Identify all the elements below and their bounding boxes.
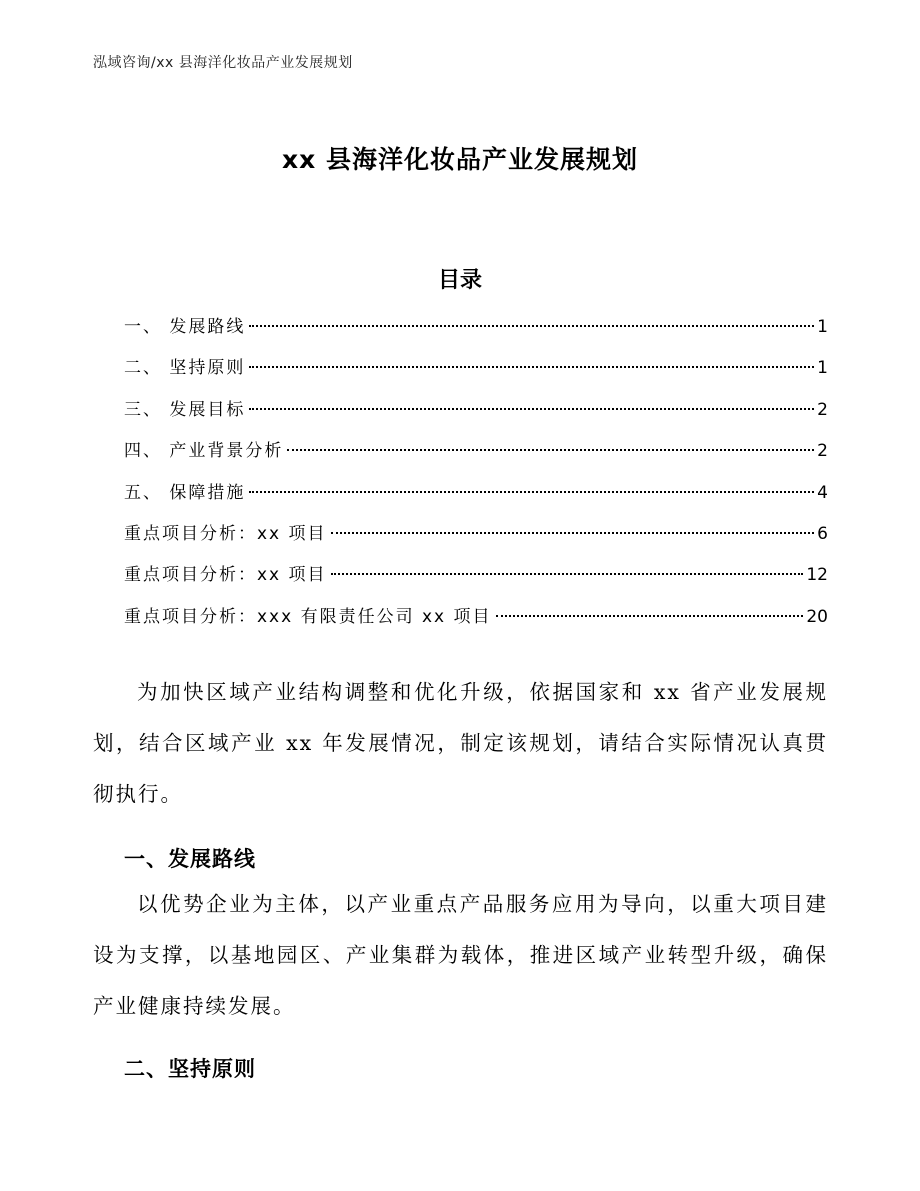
running-header: 泓域咨询/xx 县海洋化妆品产业发展规划 bbox=[93, 55, 353, 71]
toc-entry-label: 一、 发展路线 bbox=[124, 317, 246, 337]
toc-dot-leader bbox=[287, 449, 814, 451]
toc-dot-leader bbox=[249, 325, 814, 327]
toc-entry-label: 二、 坚持原则 bbox=[124, 358, 246, 379]
section-heading-principles: 二、坚持原则 bbox=[124, 1057, 256, 1081]
toc-page-number: 12 bbox=[806, 565, 828, 586]
section-heading-development-route: 一、发展路线 bbox=[124, 847, 256, 871]
toc-entry-label: 重点项目分析：xx 项目 bbox=[124, 523, 327, 544]
toc-page-number: 4 bbox=[817, 482, 828, 503]
toc-page-number: 20 bbox=[806, 606, 828, 627]
toc-entry-key-project-1[interactable] bbox=[124, 519, 828, 560]
document-title: xx 县海洋化妆品产业发展规划 bbox=[282, 145, 638, 174]
table-of-contents bbox=[124, 312, 828, 643]
toc-entry-label: 重点项目分析：xx 项目 bbox=[124, 565, 327, 586]
toc-dot-leader bbox=[249, 366, 814, 368]
toc-page-number: 1 bbox=[817, 358, 828, 379]
toc-entry-safeguards[interactable] bbox=[124, 478, 828, 519]
toc-entry-goals[interactable] bbox=[124, 395, 828, 436]
toc-page-number: 2 bbox=[817, 441, 828, 462]
toc-dot-leader bbox=[249, 491, 814, 493]
intro-paragraph: 为加快区域产业结构调整和优化升级，依据国家和 xx 省产业发展规划，结合区域产业 xx 年发展情况，制定该规划，请结合实际情况认真贯彻执行。 bbox=[93, 680, 828, 806]
toc-page-number: 1 bbox=[817, 317, 828, 337]
toc-entry-development-route[interactable] bbox=[124, 312, 828, 353]
toc-dot-leader bbox=[496, 615, 804, 617]
toc-page-number: 2 bbox=[817, 399, 828, 420]
toc-entry-key-project-2[interactable] bbox=[124, 560, 828, 601]
toc-dot-leader bbox=[249, 408, 814, 410]
toc-entry-label: 五、 保障措施 bbox=[124, 482, 246, 503]
toc-entry-principles[interactable] bbox=[124, 353, 828, 394]
toc-page-number: 6 bbox=[817, 523, 828, 544]
toc-entry-label: 重点项目分析：xxx 有限责任公司 xx 项目 bbox=[124, 606, 492, 627]
toc-entry-label: 三、 发展目标 bbox=[124, 399, 246, 420]
section-paragraph-development-route: 以优势企业为主体，以产业重点产品服务应用为导向，以重大项目建设为支撑，以基地园区、产业集群为载体，推进区域产业转型升级，确保产业健康持续发展。 bbox=[93, 892, 828, 1018]
toc-entry-label: 四、 产业背景分析 bbox=[124, 441, 284, 462]
toc-entry-key-project-3[interactable] bbox=[124, 602, 828, 643]
toc-dot-leader bbox=[331, 532, 815, 534]
toc-heading: 目录 bbox=[437, 268, 482, 293]
toc-dot-leader bbox=[331, 573, 804, 575]
toc-entry-background[interactable] bbox=[124, 436, 828, 477]
